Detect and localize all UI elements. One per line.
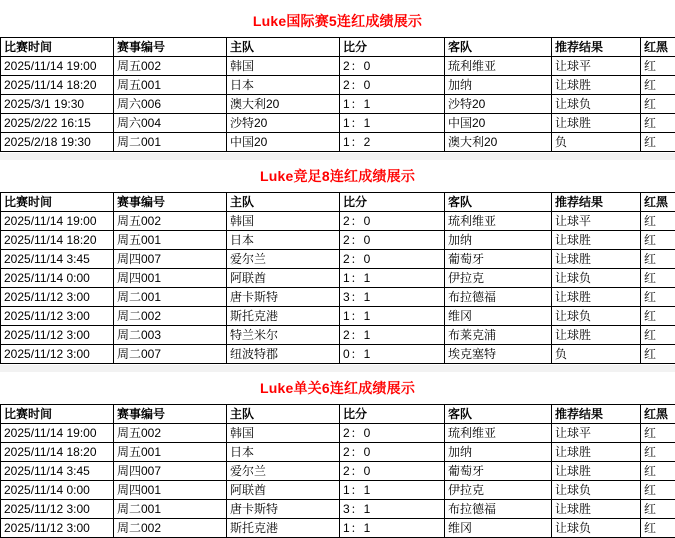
cell-score: 2：0: [340, 424, 445, 443]
column-header-home: 主队: [227, 193, 340, 212]
cell-home: 唐卡斯特: [227, 500, 340, 519]
cell-rec: 让球平: [552, 57, 641, 76]
cell-home: 韩国: [227, 57, 340, 76]
column-header-rec: 推荐结果: [552, 405, 641, 424]
cell-time: 2025/11/14 0:00: [1, 481, 114, 500]
cell-away: 琉利维亚: [445, 424, 552, 443]
cell-code: 周六004: [114, 114, 227, 133]
table-row: [1, 443, 675, 462]
column-header-time: 比赛时间: [1, 193, 114, 212]
column-header-time: 比赛时间: [1, 38, 114, 57]
cell-score: 3：1: [340, 500, 445, 519]
column-header-res: 红黑: [641, 405, 675, 424]
column-header-score: 比分: [340, 193, 445, 212]
cell-score: 1：2: [340, 133, 445, 152]
cell-res: 红: [641, 307, 675, 326]
cell-home: 阿联酋: [227, 481, 340, 500]
cell-code: 周二007: [114, 345, 227, 364]
table-row: [1, 462, 675, 481]
cell-code: 周五001: [114, 231, 227, 250]
cell-res: 红: [641, 269, 675, 288]
cell-time: 2025/11/12 3:00: [1, 307, 114, 326]
results-table: [0, 404, 675, 538]
table-row: [1, 231, 675, 250]
cell-score: 0：1: [340, 345, 445, 364]
cell-time: 2025/11/14 0:00: [1, 269, 114, 288]
column-header-time: 比赛时间: [1, 405, 114, 424]
cell-res: 红: [641, 326, 675, 345]
cell-away: 维冈: [445, 519, 552, 538]
table-row: [1, 345, 675, 364]
cell-home: 韩国: [227, 212, 340, 231]
table-header-row: [1, 38, 675, 57]
cell-away: 澳大利20: [445, 133, 552, 152]
table-header-row: [1, 405, 675, 424]
cell-score: 1：1: [340, 269, 445, 288]
cell-rec: 负: [552, 345, 641, 364]
cell-time: 2025/11/14 18:20: [1, 443, 114, 462]
section-divider: [0, 364, 675, 373]
cell-time: 2025/11/14 18:20: [1, 231, 114, 250]
table-header-row: [1, 193, 675, 212]
cell-rec: 让球胜: [552, 326, 641, 345]
cell-time: 2025/11/12 3:00: [1, 288, 114, 307]
column-header-res: 红黑: [641, 38, 675, 57]
cell-rec: 让球负: [552, 481, 641, 500]
cell-res: 红: [641, 424, 675, 443]
column-header-home: 主队: [227, 405, 340, 424]
cell-rec: 让球负: [552, 307, 641, 326]
cell-score: 2：0: [340, 462, 445, 481]
cell-time: 2025/11/14 19:00: [1, 212, 114, 231]
cell-res: 红: [641, 250, 675, 269]
cell-rec: 让球平: [552, 212, 641, 231]
cell-away: 葡萄牙: [445, 250, 552, 269]
cell-away: 伊拉克: [445, 269, 552, 288]
cell-code: 周五002: [114, 424, 227, 443]
cell-score: 1：1: [340, 114, 445, 133]
cell-time: 2025/11/12 3:00: [1, 500, 114, 519]
table-row: [1, 424, 675, 443]
cell-score: 2：0: [340, 443, 445, 462]
cell-time: 2025/3/1 19:30: [1, 95, 114, 114]
cell-away: 维冈: [445, 307, 552, 326]
cell-score: 2：0: [340, 231, 445, 250]
cell-res: 红: [641, 519, 675, 538]
cell-home: 唐卡斯特: [227, 288, 340, 307]
cell-res: 红: [641, 462, 675, 481]
cell-code: 周五001: [114, 443, 227, 462]
column-header-code: 赛事编号: [114, 405, 227, 424]
cell-code: 周二002: [114, 519, 227, 538]
cell-rec: 让球胜: [552, 443, 641, 462]
table-row: [1, 57, 675, 76]
cell-code: 周四007: [114, 462, 227, 481]
cell-home: 中国20: [227, 133, 340, 152]
cell-score: 2：1: [340, 326, 445, 345]
cell-away: 沙特20: [445, 95, 552, 114]
cell-code: 周五001: [114, 76, 227, 95]
section-divider: [0, 152, 675, 161]
cell-res: 红: [641, 212, 675, 231]
cell-home: 爱尔兰: [227, 250, 340, 269]
cell-res: 红: [641, 481, 675, 500]
cell-score: 2：0: [340, 57, 445, 76]
table-row: [1, 269, 675, 288]
table-row: [1, 133, 675, 152]
cell-res: 红: [641, 76, 675, 95]
cell-rec: 让球负: [552, 269, 641, 288]
cell-score: 2：0: [340, 250, 445, 269]
cell-code: 周四001: [114, 481, 227, 500]
cell-home: 日本: [227, 443, 340, 462]
cell-away: 琉利维亚: [445, 57, 552, 76]
cell-home: 韩国: [227, 424, 340, 443]
cell-time: 2025/11/14 3:45: [1, 250, 114, 269]
cell-res: 红: [641, 114, 675, 133]
results-table: [0, 37, 675, 152]
cell-time: 2025/11/14 18:20: [1, 76, 114, 95]
section-title: Luke竞足8连红成绩展示: [0, 161, 675, 192]
cell-away: 加纳: [445, 76, 552, 95]
cell-home: 爱尔兰: [227, 462, 340, 481]
cell-away: 中国20: [445, 114, 552, 133]
column-header-res: 红黑: [641, 193, 675, 212]
cell-home: 纽波特郡: [227, 345, 340, 364]
column-header-away: 客队: [445, 193, 552, 212]
cell-score: 3：1: [340, 288, 445, 307]
cell-rec: 让球负: [552, 519, 641, 538]
cell-away: 埃克塞特: [445, 345, 552, 364]
cell-code: 周二003: [114, 326, 227, 345]
cell-home: 沙特20: [227, 114, 340, 133]
cell-rec: 让球负: [552, 95, 641, 114]
cell-away: 伊拉克: [445, 481, 552, 500]
cell-rec: 让球胜: [552, 114, 641, 133]
cell-home: 日本: [227, 76, 340, 95]
cell-score: 1：1: [340, 95, 445, 114]
column-header-score: 比分: [340, 405, 445, 424]
cell-rec: 让球胜: [552, 288, 641, 307]
cell-away: 琉利维亚: [445, 212, 552, 231]
cell-code: 周二002: [114, 307, 227, 326]
cell-score: 2：0: [340, 76, 445, 95]
cell-res: 红: [641, 231, 675, 250]
column-header-score: 比分: [340, 38, 445, 57]
results-section: [0, 373, 675, 538]
cell-res: 红: [641, 345, 675, 364]
cell-code: 周四001: [114, 269, 227, 288]
column-header-rec: 推荐结果: [552, 193, 641, 212]
cell-rec: 让球平: [552, 424, 641, 443]
cell-res: 红: [641, 133, 675, 152]
table-row: [1, 76, 675, 95]
cell-time: 2025/11/14 19:00: [1, 57, 114, 76]
cell-code: 周四007: [114, 250, 227, 269]
column-header-away: 客队: [445, 38, 552, 57]
cell-time: 2025/11/14 19:00: [1, 424, 114, 443]
cell-rec: 让球胜: [552, 231, 641, 250]
column-header-rec: 推荐结果: [552, 38, 641, 57]
cell-home: 阿联酋: [227, 269, 340, 288]
table-row: [1, 307, 675, 326]
table-row: [1, 114, 675, 133]
cell-score: 1：1: [340, 307, 445, 326]
cell-res: 红: [641, 57, 675, 76]
cell-away: 布拉德福: [445, 500, 552, 519]
cell-rec: 让球胜: [552, 462, 641, 481]
results-table: [0, 192, 675, 364]
table-row: [1, 250, 675, 269]
cell-code: 周五002: [114, 212, 227, 231]
cell-away: 布莱克浦: [445, 326, 552, 345]
column-header-away: 客队: [445, 405, 552, 424]
table-row: [1, 288, 675, 307]
cell-away: 加纳: [445, 443, 552, 462]
cell-code: 周二001: [114, 288, 227, 307]
cell-score: 2：0: [340, 212, 445, 231]
column-header-code: 赛事编号: [114, 38, 227, 57]
section-title: Luke国际赛5连红成绩展示: [0, 6, 675, 37]
cell-res: 红: [641, 288, 675, 307]
cell-rec: 让球胜: [552, 500, 641, 519]
table-row: [1, 481, 675, 500]
column-header-home: 主队: [227, 38, 340, 57]
cell-rec: 让球胜: [552, 76, 641, 95]
cell-code: 周六006: [114, 95, 227, 114]
cell-time: 2025/11/12 3:00: [1, 519, 114, 538]
cell-home: 特兰米尔: [227, 326, 340, 345]
cell-home: 斯托克港: [227, 307, 340, 326]
cell-home: 澳大利20: [227, 95, 340, 114]
cell-time: 2025/2/22 16:15: [1, 114, 114, 133]
cell-time: 2025/2/18 19:30: [1, 133, 114, 152]
cell-away: 布拉德福: [445, 288, 552, 307]
table-row: [1, 326, 675, 345]
cell-code: 周二001: [114, 133, 227, 152]
cell-away: 加纳: [445, 231, 552, 250]
table-row: [1, 500, 675, 519]
cell-res: 红: [641, 500, 675, 519]
cell-res: 红: [641, 443, 675, 462]
column-header-code: 赛事编号: [114, 193, 227, 212]
cell-score: 1：1: [340, 481, 445, 500]
table-row: [1, 212, 675, 231]
cell-time: 2025/11/12 3:00: [1, 326, 114, 345]
table-row: [1, 519, 675, 538]
section-title: Luke单关6连红成绩展示: [0, 373, 675, 404]
cell-time: 2025/11/12 3:00: [1, 345, 114, 364]
results-section: [0, 161, 675, 364]
cell-home: 日本: [227, 231, 340, 250]
results-section: [0, 6, 675, 152]
cell-home: 斯托克港: [227, 519, 340, 538]
cell-score: 1：1: [340, 519, 445, 538]
table-row: [1, 95, 675, 114]
cell-res: 红: [641, 95, 675, 114]
cell-away: 葡萄牙: [445, 462, 552, 481]
cell-rec: 让球胜: [552, 250, 641, 269]
cell-time: 2025/11/14 3:45: [1, 462, 114, 481]
cell-code: 周五002: [114, 57, 227, 76]
cell-code: 周二001: [114, 500, 227, 519]
cell-rec: 负: [552, 133, 641, 152]
